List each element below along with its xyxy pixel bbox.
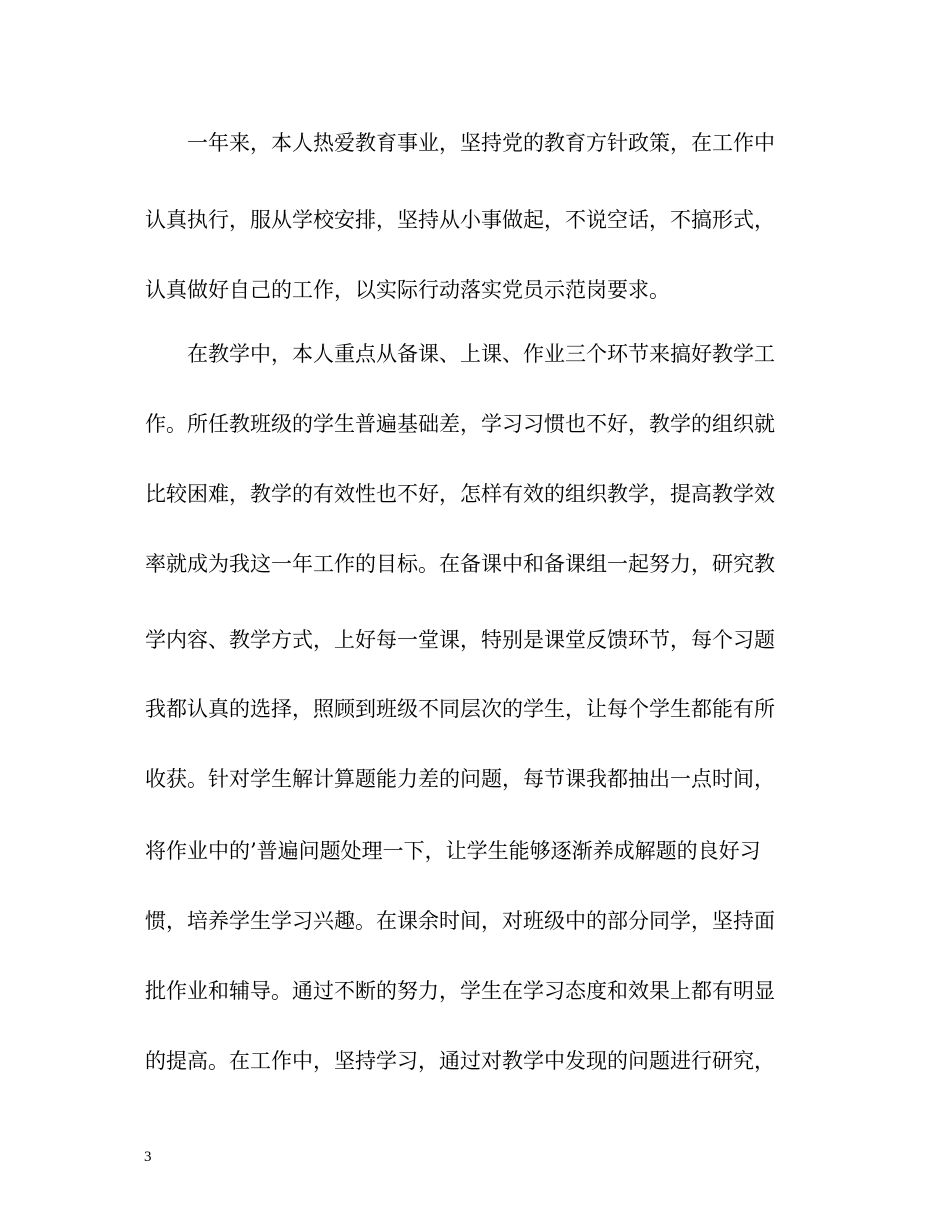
text-line: 认真执行，服从学校安排，坚持从小事做起，不说空话，不搞形式， <box>145 208 775 232</box>
text-line: 率就成为我这一年工作的目标。在备课中和备课组一起努力，研究教 <box>145 552 775 576</box>
text-line: 惯，培养学生学习兴趣。在课余时间，对班级中的部分同学，坚持面 <box>145 909 775 933</box>
text-line: 作。所任教班级的学生普遍基础差，学习习惯也不好，教学的组织就 <box>145 412 775 436</box>
text-line: 我都认真的选择，照顾到班级不同层次的学生，让每个学生都能有所 <box>145 697 775 721</box>
text-line: 在教学中，本人重点从备课、上课、作业三个环节来搞好教学工 <box>145 342 775 366</box>
text-line: 学内容、教学方式，上好每一堂课，特别是课堂反馈环节，每个习题 <box>145 628 775 652</box>
text-line: 一年来，本人热爱教育事业，坚持党的教育方针政策，在工作中 <box>145 131 775 155</box>
text-line: 收获。针对学生解计算题能力差的问题，每节课我都抽出一点时间， <box>145 767 775 791</box>
text-line: 比较困难，教学的有效性也不好，怎样有效的组织教学，提高教学效 <box>145 482 775 506</box>
page-number: 3 <box>144 1149 152 1165</box>
text-line: 批作业和辅导。通过不断的努力，学生在学习态度和效果上都有明显 <box>145 979 775 1003</box>
text-line: 的提高。在工作中，坚持学习，通过对教学中发现的问题进行研究， <box>145 1049 775 1073</box>
text-line: 认真做好自己的工作，以实际行动落实党员示范岗要求。 <box>145 278 670 302</box>
text-line: 将作业中的’普遍问题处理一下，让学生能够逐渐养成解题的良好习 <box>145 839 761 863</box>
